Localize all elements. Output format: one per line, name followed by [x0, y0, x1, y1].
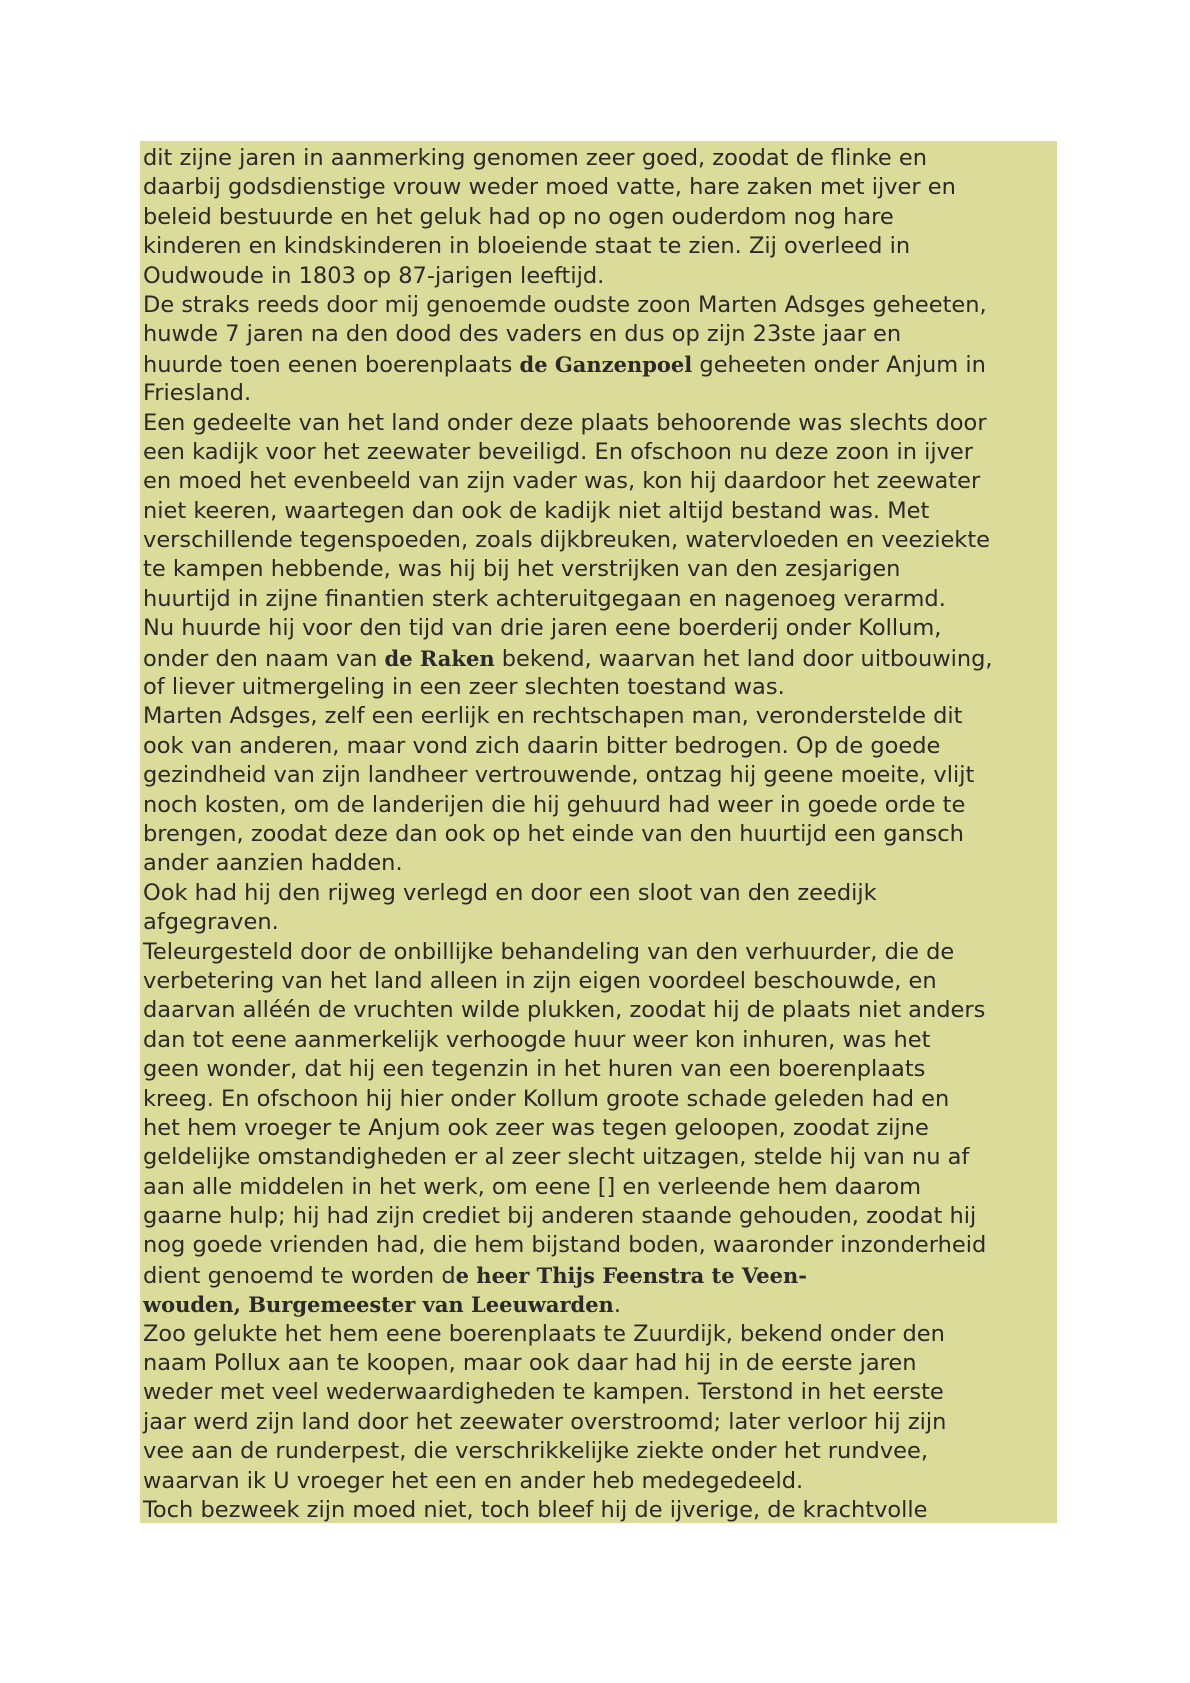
text-segment: Teleurgesteld door de onbillijke behandeling van den verhuurder, die de [143, 938, 955, 965]
bold-text-segment: de Ganzenpoel [519, 351, 693, 377]
text-line [143, 791, 1057, 820]
text-segment: noch kosten, om de landerijen die hij gehuurd had weer in goede orde te [143, 791, 966, 818]
text-line [143, 173, 1057, 202]
text-line [143, 673, 1057, 702]
text-segment: gezindheid van zijn landheer vertrouwende, ontzag hij geene moeite, vlijt [143, 762, 975, 789]
highlighted-text-block [140, 141, 1057, 1523]
text-line [143, 1055, 1057, 1084]
text-segment: ook van anderen, maar vond zich daarin bitter bedrogen. Op de goede [143, 732, 941, 759]
text-segment: en moed het evenbeeld van zijn vader was, kon hij daardoor het zeewater [143, 468, 981, 495]
text-segment: Nu huurde hij voor den tijd van drie jaren eene boerderij onder Kollum, [143, 615, 942, 642]
text-line [143, 467, 1057, 496]
bold-text-segment: wouden, Burgemeester van Leeuwarden [143, 1292, 614, 1318]
text-line [143, 967, 1057, 996]
text-line [143, 820, 1057, 849]
text-segment: verbetering van het land alleen in zijn eigen voordeel beschouwde, en [143, 967, 937, 994]
text-segment: . [613, 1292, 621, 1319]
text-line [143, 1143, 1057, 1172]
text-segment: dan tot eene aanmerkelijk verhoogde huur weer kon inhuren, was het [143, 1026, 931, 1053]
text-segment: gaarne hulp; hij had zijn crediet bij anderen staande gehouden, zoodat hij [143, 1203, 977, 1230]
text-segment: een kadijk voor het zeewater beveiligd. En ofschoon nu deze zoon in ijver [143, 438, 974, 465]
text-segment: nog goede vrienden had, die hem bijstand boden, waaronder inzonderheid [143, 1232, 987, 1259]
text-segment: aan alle middelen in het werk, om eene [] en verleende hem daarom [143, 1173, 922, 1200]
text-segment: dient genoemd te worden d [143, 1262, 456, 1289]
text-line [143, 1114, 1057, 1143]
text-segment: onder den naam van [143, 645, 385, 672]
text-line [143, 1202, 1057, 1231]
text-segment: het hem vroeger te Anjum ook zeer was tegen geloopen, zoodat zijne [143, 1114, 929, 1141]
text-line [143, 614, 1057, 643]
bold-text-segment: e heer Thijs Feenstra te Veen- [455, 1262, 807, 1288]
text-segment: weder met veel wederwaardigheden te kampen. Terstond in het eerste [143, 1379, 944, 1406]
text-segment: afgegraven. [143, 909, 279, 936]
text-line [143, 409, 1057, 438]
text-line [143, 644, 1057, 673]
text-segment: kreeg. En ofschoon hij hier onder Kollum groote schade geleden had en [143, 1085, 950, 1112]
text-segment: huurde toen eenen boerenplaats [143, 351, 520, 378]
text-line [143, 996, 1057, 1025]
text-line [143, 1173, 1057, 1202]
text-segment: vee aan de runderpest, die verschrikkelijke ziekte onder het rundvee, [143, 1438, 928, 1465]
text-segment: brengen, zoodat deze dan ook op het einde van den huurtijd een gansch [143, 820, 964, 847]
text-segment: waarvan ik U vroeger het een en ander heb medegedeeld. [143, 1467, 804, 1494]
text-line [143, 438, 1057, 467]
text-line [143, 761, 1057, 790]
text-segment: Toch bezweek zijn moed niet, toch bleef hij de ijverige, de krachtvolle [143, 1496, 928, 1523]
text-segment: of liever uitmergeling in een zeer slechten toestand was. [143, 674, 785, 701]
text-segment: Friesland. [143, 380, 252, 407]
text-segment: bekend, waarvan het land door uitbouwing, [494, 645, 993, 672]
text-segment: Marten Adsges, zelf een eerlijk en rechtschapen man, veronderstelde dit [143, 703, 963, 730]
text-segment: huwde 7 jaren na den dood des vaders en dus op zijn 23ste jaar en [143, 321, 902, 348]
text-segment: daarbij godsdienstige vrouw weder moed vatte, hare zaken met ijver en [143, 174, 956, 201]
text-line [143, 320, 1057, 349]
text-segment: Oudwoude in 1803 op 87-jarigen leeftijd. [143, 262, 605, 289]
text-line [143, 1026, 1057, 1055]
text-segment: kinderen en kindskinderen in bloeiende staat te zien. Zij overleed in [143, 233, 911, 260]
text-segment: verschillende tegenspoeden, zoals dijkbreuken, watervloeden en veeziekte [143, 527, 991, 554]
text-segment: beleid bestuurde en het geluk had op no ogen ouderdom nog hare [143, 203, 894, 230]
text-line [143, 497, 1057, 526]
text-segment: naam Pollux aan te koopen, maar ook daar had hij in de eerste jaren [143, 1350, 917, 1377]
bold-text-segment: de Raken [384, 645, 495, 671]
text-line [143, 1408, 1057, 1437]
text-line [143, 1496, 1057, 1523]
text-segment: geheeten onder Anjum in [692, 351, 986, 378]
text-line [143, 379, 1057, 408]
text-segment: niet keeren, waartegen dan ook de kadijk niet altijd bestand was. Met [143, 497, 930, 524]
text-segment: De straks reeds door mij genoemde oudste zoon Marten Adsges geheeten, [143, 291, 987, 318]
text-line [143, 526, 1057, 555]
text-line [143, 732, 1057, 761]
text-segment: jaar werd zijn land door het zeewater overstroomd; later verloor hij zijn [143, 1408, 947, 1435]
text-segment: Ook had hij den rijweg verlegd en door een sloot van den zeedijk [143, 879, 877, 906]
text-line [143, 203, 1057, 232]
text-line [143, 350, 1057, 379]
text-segment: geen wonder, dat hij een tegenzin in het huren van een boerenplaats [143, 1056, 926, 1083]
text-line [143, 1261, 1057, 1290]
text-line [143, 938, 1057, 967]
text-segment: huurtijd in zijne finantien sterk achteruitgegaan en nagenoeg verarmd. [143, 585, 946, 612]
text-line [143, 702, 1057, 731]
text-line [143, 908, 1057, 937]
text-segment: geldelijke omstandigheden er al zeer slecht uitzagen, stelde hij van nu af [143, 1144, 970, 1171]
text-line [143, 232, 1057, 261]
text-segment: ander aanzien hadden. [143, 850, 403, 877]
text-line [143, 849, 1057, 878]
text-segment: Een gedeelte van het land onder deze plaats behoorende was slechts door [143, 409, 987, 436]
text-line [143, 1349, 1057, 1378]
text-line [143, 1290, 1057, 1319]
text-line [143, 1437, 1057, 1466]
text-line [143, 585, 1057, 614]
text-line [143, 1231, 1057, 1260]
text-line [143, 262, 1057, 291]
text-segment: Zoo gelukte het hem eene boerenplaats te Zuurdijk, bekend onder den [143, 1320, 945, 1347]
text-segment: te kampen hebbende, was hij bij het verstrijken van den zesjarigen [143, 556, 901, 583]
text-segment: daarvan alléén de vruchten wilde plukken, zoodat hij de plaats niet anders [143, 997, 986, 1024]
text-line [143, 555, 1057, 584]
text-line [143, 1320, 1057, 1349]
text-line [143, 1085, 1057, 1114]
text-line [143, 879, 1057, 908]
text-line [143, 291, 1057, 320]
text-line [143, 1467, 1057, 1496]
text-segment: dit zijne jaren in aanmerking genomen zeer goed, zoodat de flinke en [143, 145, 927, 171]
text-line [143, 1378, 1057, 1407]
text-line [143, 144, 1057, 173]
